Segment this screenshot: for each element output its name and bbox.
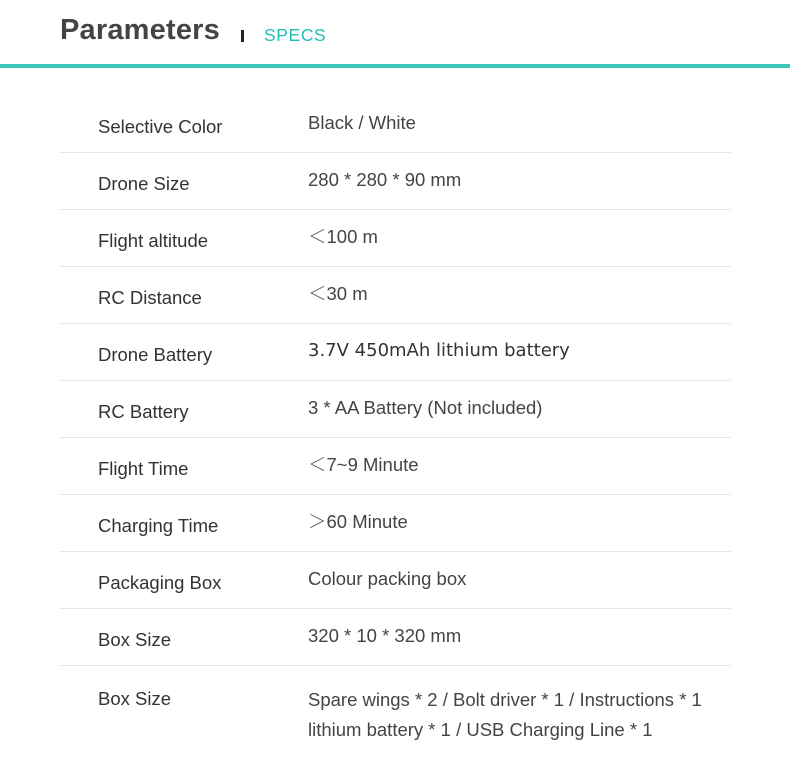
spec-row <box>60 96 731 153</box>
spec-row <box>60 495 731 552</box>
spec-label: Drone Battery <box>98 344 213 365</box>
spec-row <box>60 552 731 609</box>
spec-row <box>60 381 731 438</box>
spec-label: Packaging Box <box>98 572 222 593</box>
spec-value: Spare wings * 2 / Bolt driver * 1 / Instructions * 1 lithium battery * 1 / USB Charging Line * 1 <box>308 689 702 740</box>
spec-label: RC Distance <box>98 287 202 308</box>
spec-label: Box Size <box>98 688 172 709</box>
spec-row <box>60 324 731 381</box>
spec-value: ＞60 Minute <box>308 511 408 532</box>
spec-label: RC Battery <box>98 401 189 422</box>
header-accent-rule <box>0 64 790 68</box>
spec-label: Charging Time <box>98 515 219 536</box>
spec-value: 280 * 280 * 90 mm <box>308 169 462 190</box>
spec-value: 3.7V 450mAh lithium battery <box>308 340 570 361</box>
spec-table <box>60 96 731 756</box>
spec-label: Drone Size <box>98 173 190 194</box>
spec-value: ＜7~9 Minute <box>308 454 419 475</box>
spec-value: ＜30 m <box>308 283 368 304</box>
header <box>0 0 790 64</box>
spec-label: Selective Color <box>98 116 223 137</box>
spec-label: Flight Time <box>98 458 189 479</box>
spec-row <box>60 438 731 495</box>
spec-value: Black / White <box>308 112 416 133</box>
spec-row <box>60 210 731 267</box>
page-subtitle: SPECS <box>264 25 327 45</box>
spec-row <box>60 609 731 666</box>
title-divider <box>241 30 244 42</box>
spec-row <box>60 153 731 210</box>
spec-label: Flight altitude <box>98 230 209 251</box>
spec-value: ＜100 m <box>308 226 378 247</box>
page-title: Parameters <box>60 14 220 46</box>
spec-label: Box Size <box>98 629 172 650</box>
spec-row <box>60 267 731 324</box>
spec-value: 3 * AA Battery (Not included) <box>308 397 543 418</box>
spec-row <box>60 666 731 756</box>
spec-value: Colour packing box <box>308 568 467 589</box>
spec-value: 320 * 10 * 320 mm <box>308 625 462 646</box>
